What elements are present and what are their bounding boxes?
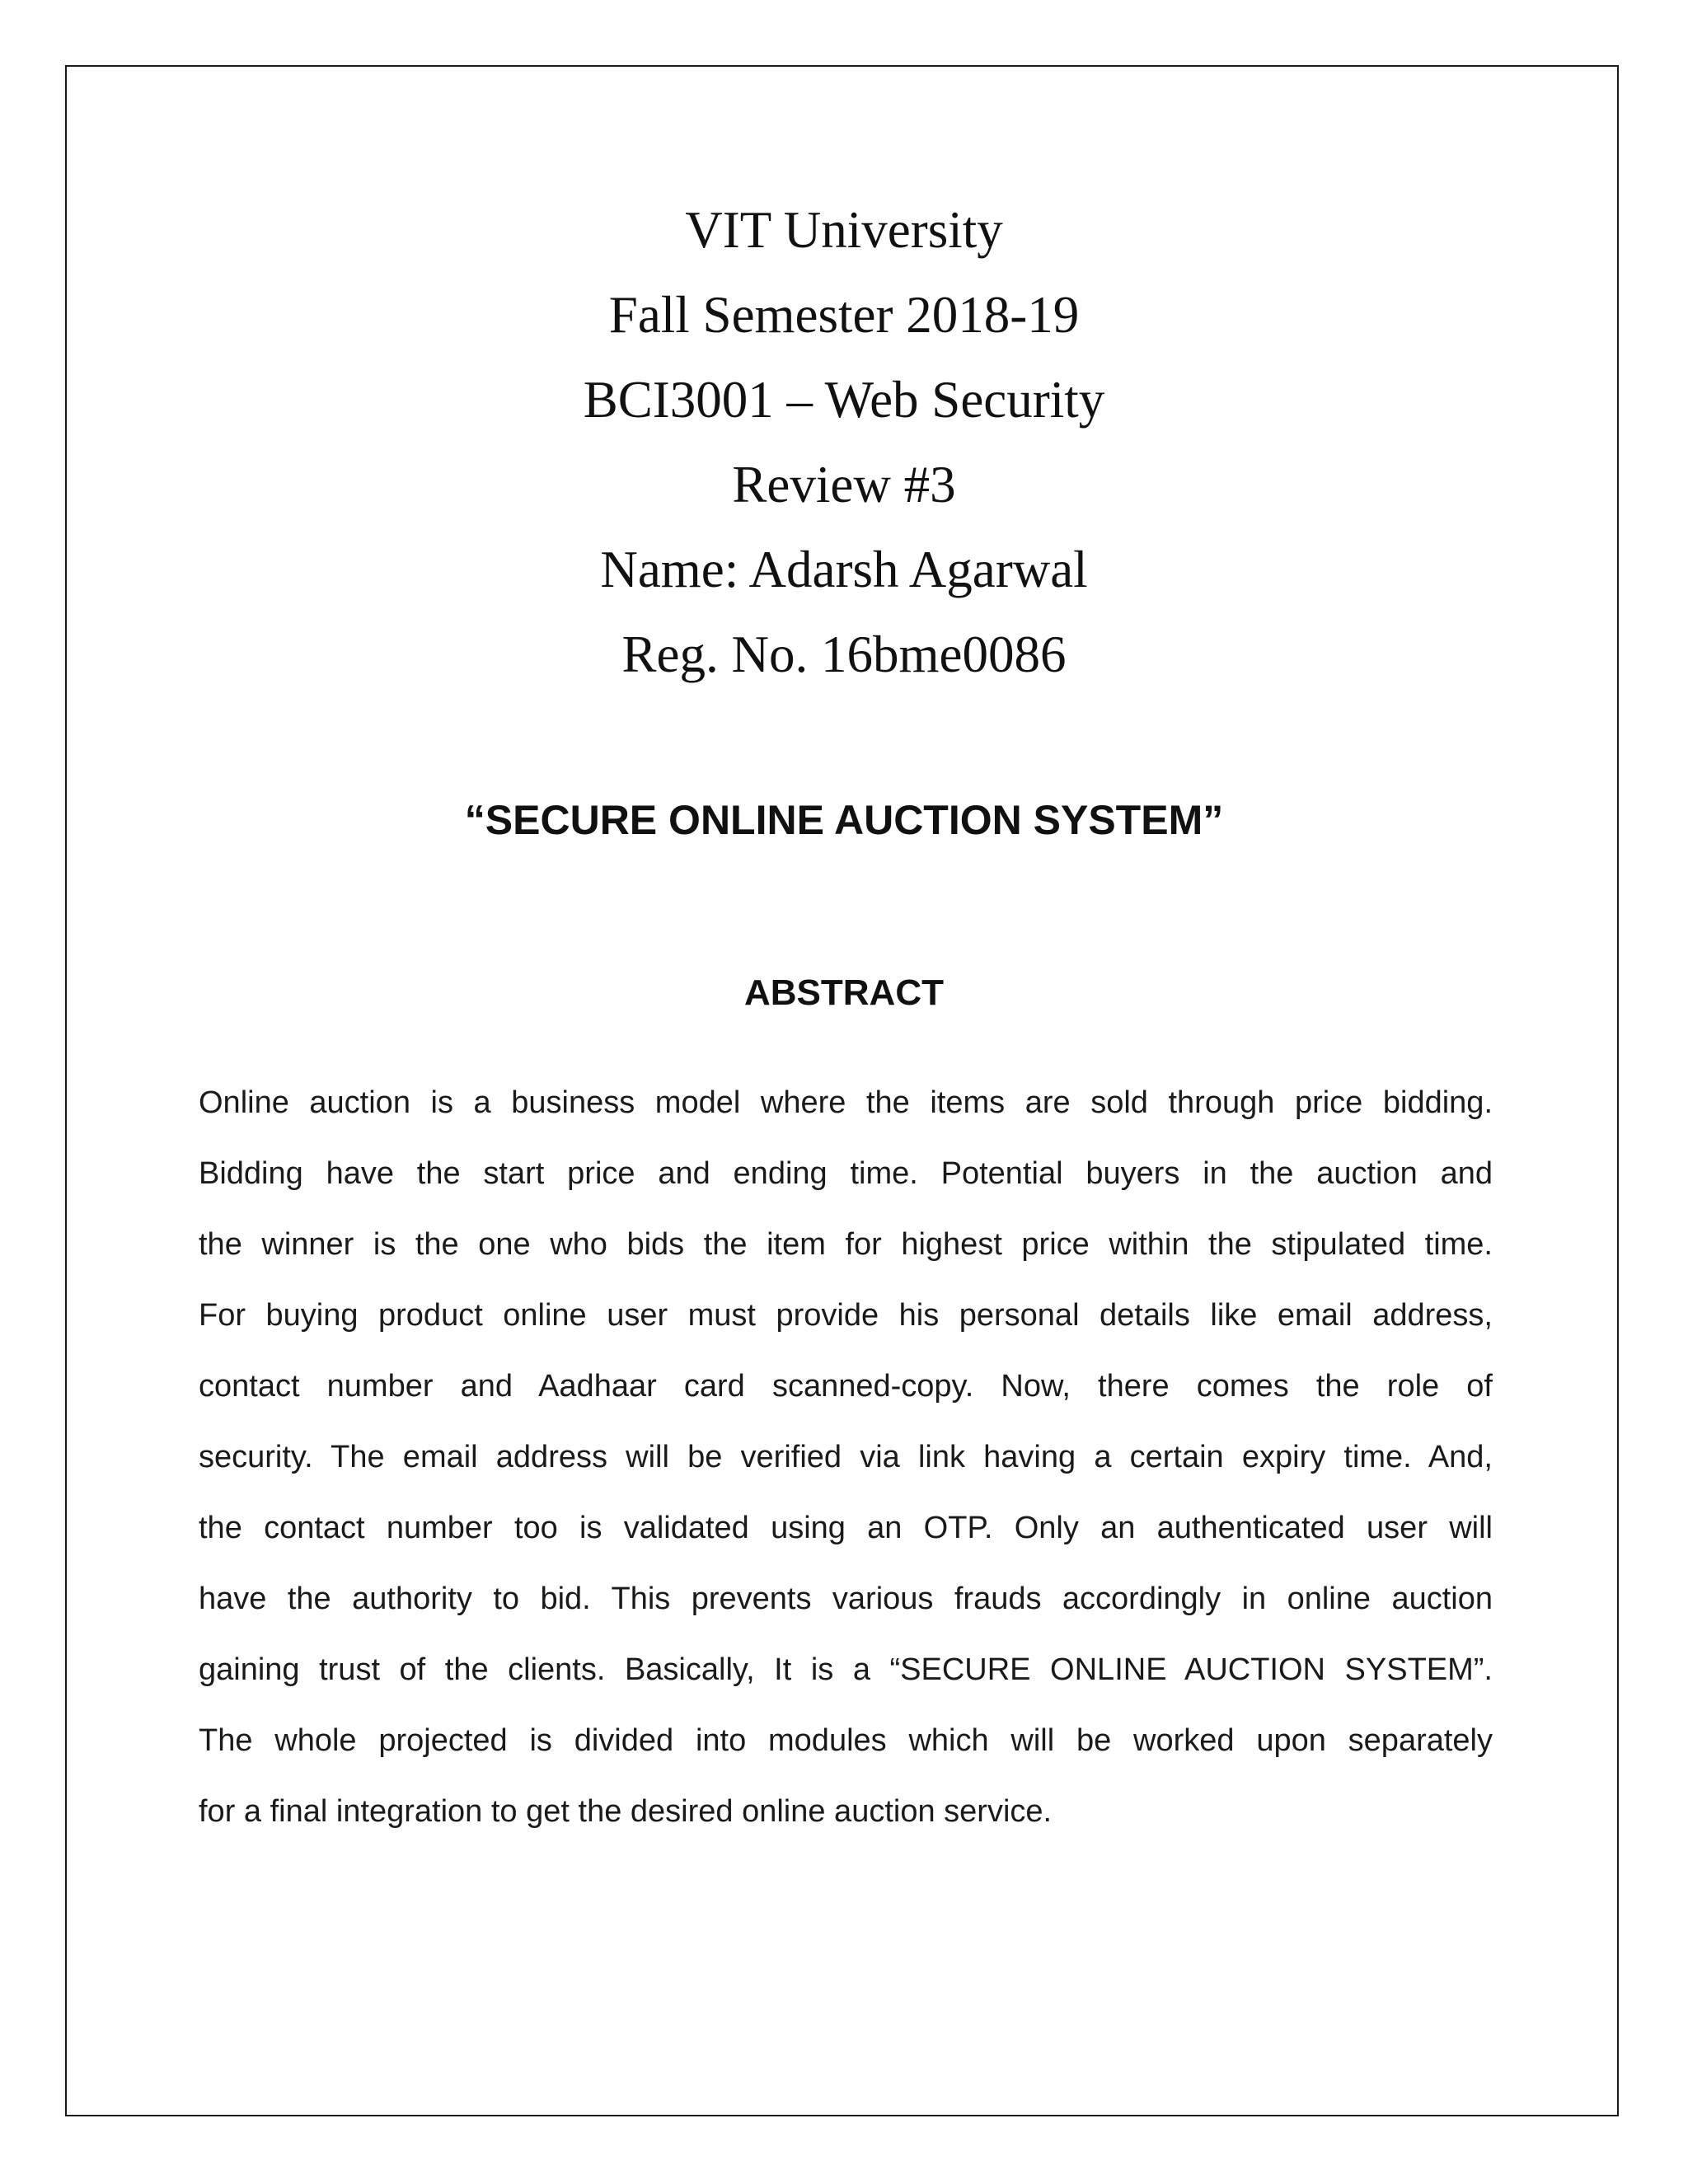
abstract-line: The whole projected is divided into modules which will be worked upon separately — [199, 1723, 1493, 1758]
abstract-line: have the authority to bid. This prevents various frauds accordingly in online auction — [199, 1582, 1493, 1616]
abstract-line: for a final integration to get the desired online auction service. — [199, 1794, 1053, 1829]
university-name: VIT University — [685, 201, 1003, 259]
abstract-line: Bidding have the start price and ending time. Potential buyers in the auction and — [199, 1156, 1493, 1191]
registration-number: Reg. No. 16bme0086 — [621, 626, 1067, 683]
abstract-line: the contact number too is validated using an OTP. Only an authenticated user will — [199, 1511, 1493, 1545]
title-block — [0, 188, 1688, 697]
student-name: Name: Adarsh Agarwal — [600, 541, 1088, 598]
abstract-line: the winner is the one who bids the item for highest price within the stipulated time. — [199, 1227, 1493, 1262]
semester-line: Fall Semester 2018-19 — [608, 286, 1080, 344]
abstract-line: contact number and Aadhaar card scanned-copy. Now, there comes the role of — [199, 1369, 1493, 1404]
abstract-body — [199, 1067, 1493, 1847]
abstract-line: For buying product online user must provide his personal details like email address, — [199, 1298, 1493, 1333]
project-title: “SECURE ONLINE AUCTION SYSTEM” — [464, 797, 1224, 843]
abstract-line: security. The email address will be verified via link having a certain expiry time. And, — [199, 1440, 1493, 1474]
course-line: BCI3001 – Web Security — [583, 371, 1105, 429]
abstract-line: Online auction is a business model where the items are sold through price bidding. — [199, 1085, 1493, 1120]
abstract-heading: ABSTRACT — [744, 972, 944, 1013]
review-line: Review #3 — [732, 456, 956, 513]
abstract-line: gaining trust of the clients. Basically, It is a “SECURE ONLINE AUCTION SYSTEM”. — [199, 1652, 1493, 1687]
